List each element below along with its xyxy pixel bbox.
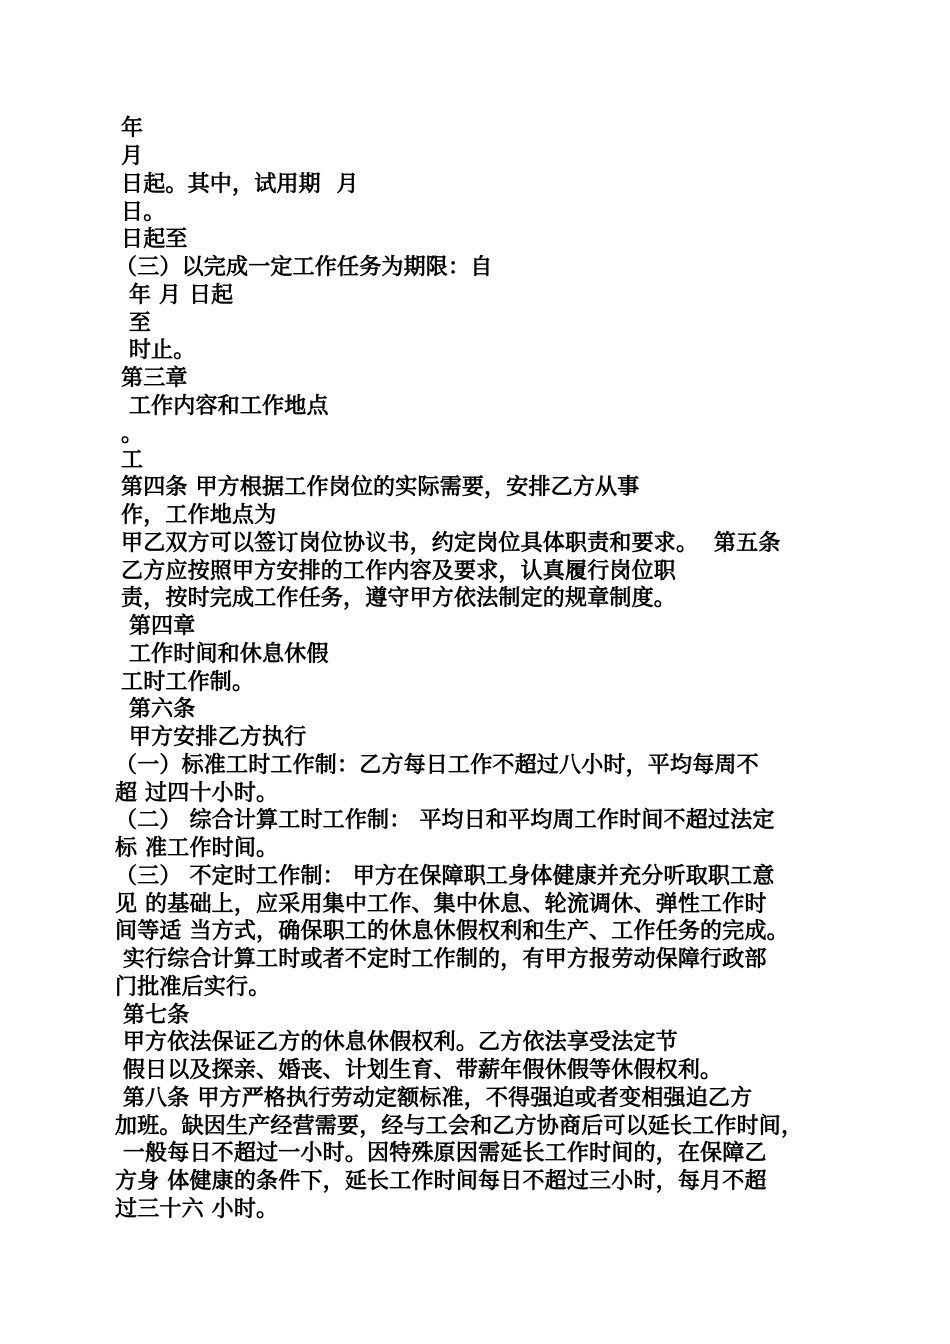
article-heading: 第六条 bbox=[121, 697, 196, 722]
text-line: 超 过四十小时。 bbox=[115, 781, 279, 806]
text-line: 日。 bbox=[121, 200, 166, 225]
text-line: 门批准后实行。 bbox=[115, 975, 271, 1000]
text-line: （三） 不定时工作制： 甲方在保障职工身体健康并充分听取职工意 bbox=[115, 864, 775, 889]
text-line: 甲方依法保证乙方的休息休假权利。乙方依法享受法定节 bbox=[115, 1030, 678, 1055]
text-line: 年 bbox=[121, 116, 144, 141]
chapter-title: 工作内容和工作地点 bbox=[121, 394, 329, 419]
text-line: 加班。缺因生产经营需要，经与工会和乙方协商后可以延长工作时间， bbox=[115, 1114, 804, 1139]
text-line: 标 准工作时间。 bbox=[115, 836, 279, 861]
chapter-heading: 第三章 bbox=[121, 366, 188, 391]
text-line: 工 bbox=[121, 448, 144, 473]
text-line: 一般每日不超过一小时。因特殊原因需延长工作时间的，在保障乙 bbox=[115, 1141, 767, 1166]
text-line: 作，工作地点为 bbox=[121, 503, 277, 528]
article-heading: 第七条 bbox=[115, 1003, 190, 1028]
chapter-heading: 第四章 bbox=[121, 614, 196, 639]
text-line: 方身 体健康的条件下，延长工作时间每日不超过三小时，每月不超 bbox=[115, 1169, 767, 1194]
text-line: 间等适 当方式，确保职工的休息休假权利和生产、工作任务的完成。 bbox=[115, 919, 789, 944]
text-line: 工时工作制。 bbox=[121, 670, 255, 695]
text-line: 责，按时完成工作任务，遵守甲方依法制定的规章制度。 bbox=[121, 586, 677, 611]
text-line: 见 的基础上，应采用集中工作、集中休息、轮流调休、弹性工作时 bbox=[115, 892, 767, 917]
text-line: 实行综合计算工时或者不定时工作制的，有甲方报劳动保障行政部 bbox=[115, 947, 767, 972]
text-line: 月 bbox=[121, 144, 144, 169]
text-line: 第四条 甲方根据工作岗位的实际需要，安排乙方从事 bbox=[121, 475, 640, 500]
text-line: 日起。其中，试用期 月 bbox=[121, 172, 359, 197]
text-line: （一）标准工时工作制：乙方每日工作不超过八小时，平均每周不 bbox=[115, 753, 759, 778]
text-line: 过三十六 小时。 bbox=[115, 1197, 279, 1222]
text-line: （三）以完成一定工作任务为期限：自 bbox=[115, 255, 493, 280]
text-line: 甲方安排乙方执行 bbox=[121, 725, 307, 750]
text-line: 第八条 甲方严格执行劳动定额标准，不得强迫或者变相强迫乙方 bbox=[115, 1086, 753, 1111]
text-line: 至 bbox=[121, 311, 152, 336]
text-line: 日起至 bbox=[121, 227, 188, 252]
text-line: （二） 综合计算工时工作制： 平均日和平均周工作时间不超过法定 bbox=[115, 808, 775, 833]
text-line: 年 月 日起 bbox=[121, 283, 234, 308]
text-line: 假日以及探亲、婚丧、计划生育、带薪年假休假等休假权利。 bbox=[115, 1058, 723, 1083]
chapter-title: 工作时间和休息休假 bbox=[121, 642, 329, 667]
text-line: 时止。 bbox=[121, 338, 196, 363]
text-line: 乙方应按照甲方安排的工作内容及要求，认真履行岗位职 bbox=[121, 559, 677, 584]
text-line: 甲乙双方可以签订岗位协议书，约定岗位具体职责和要求。 第五条 bbox=[121, 531, 781, 556]
text-line: 。 bbox=[121, 422, 144, 447]
